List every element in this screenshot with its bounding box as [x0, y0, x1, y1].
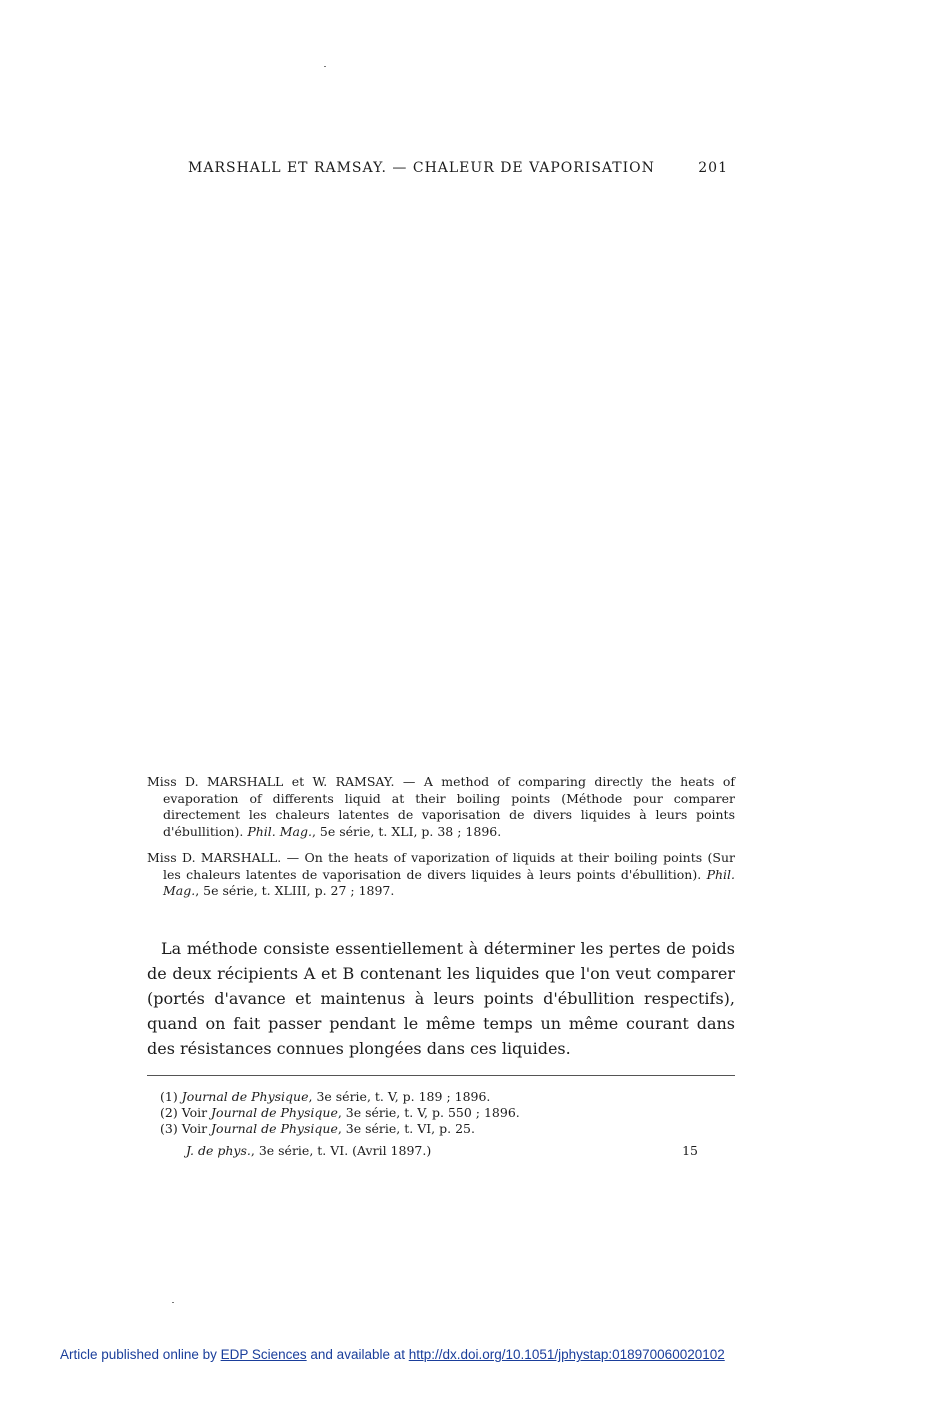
body-paragraph-text: La méthode consiste essentiellement à déterminer les pertes de poids de deux récipients A et B contenant les liquides que l'on veut comparer (portés d'avance et maintenus à leurs points d'ébullition respectifs), quand on fait passer pendant le même temps un même courant dans des résistances connues plongées dans ces liquides.: [147, 939, 735, 1058]
page-number: 201: [698, 160, 728, 176]
footnote: [160, 1105, 700, 1121]
footnote-prefix: Voir: [177, 1121, 212, 1136]
footer-issue: , 3e série, t. VI. (Avril 1897.): [250, 1143, 432, 1158]
reference-entry: [147, 774, 735, 840]
publisher-link[interactable]: EDP Sciences: [220, 1347, 307, 1362]
footnote-mark: (2): [160, 1105, 178, 1120]
doi-link[interactable]: http://dx.doi.org/10.1051/jphystap:018970060020102: [408, 1347, 725, 1362]
footnotes-block: [160, 1089, 700, 1137]
reference-entry: [147, 850, 735, 900]
journal-footer: [186, 1143, 698, 1158]
footnote-prefix: Voir: [177, 1105, 212, 1120]
footnote: [160, 1121, 700, 1137]
footer-journal: J. de phys.: [186, 1143, 251, 1158]
signature-number: 15: [682, 1143, 698, 1158]
reference-citation: , 5e série, t. XLIII, p. 27 ; 1897.: [195, 883, 395, 898]
footnote-journal: Journal de Physique: [181, 1089, 309, 1104]
footnote-separator: [147, 1075, 735, 1076]
references-block: [147, 774, 735, 910]
reference-journal: Phil. Mag.: [247, 823, 312, 839]
footnote-journal: Journal de Physique: [211, 1121, 338, 1136]
reference-citation: , 5e série, t. XLI, p. 38 ; 1896.: [311, 823, 502, 839]
footnote-rest: , 3e série, t. VI, p. 25.: [337, 1121, 475, 1136]
banner-middle: and available at: [306, 1347, 409, 1362]
scan-speck: [172, 1302, 174, 1303]
publication-banner: [60, 1347, 725, 1362]
reference-text: — A method of comparing directly the heats of evaporation of differents liquid at their boiling points (Méthode pour comparer directement les chaleurs latentes de vaporisation de divers liquides à leurs points d'ébullition).: [163, 774, 735, 839]
running-title: MARSHALL ET RAMSAY. — CHALEUR DE VAPORISATION: [188, 160, 655, 176]
reference-text: — On the heats of vaporization of liquids at their boiling points (Sur les chaleurs latentes de vaporisation de divers liquides à leurs points d'ébullition).: [163, 850, 735, 882]
reference-authors: Miss D. MARSHALL et W. RAMSAY.: [147, 774, 395, 789]
banner-prefix: Article published online by: [60, 1347, 221, 1362]
footnote-mark: (1): [160, 1089, 178, 1104]
footnote-journal: Journal de Physique: [211, 1105, 338, 1120]
scan-speck: [324, 66, 326, 67]
footnote: [160, 1089, 700, 1105]
footnote-mark: (3): [160, 1121, 178, 1136]
reference-journal: Phil. Mag.: [163, 866, 735, 898]
footnote-rest: , 3e série, t. V, p. 189 ; 1896.: [308, 1089, 491, 1104]
body-paragraph: [147, 936, 735, 1061]
reference-authors: Miss D. MARSHALL.: [147, 850, 282, 865]
footnote-rest: , 3e série, t. V, p. 550 ; 1896.: [337, 1105, 520, 1120]
